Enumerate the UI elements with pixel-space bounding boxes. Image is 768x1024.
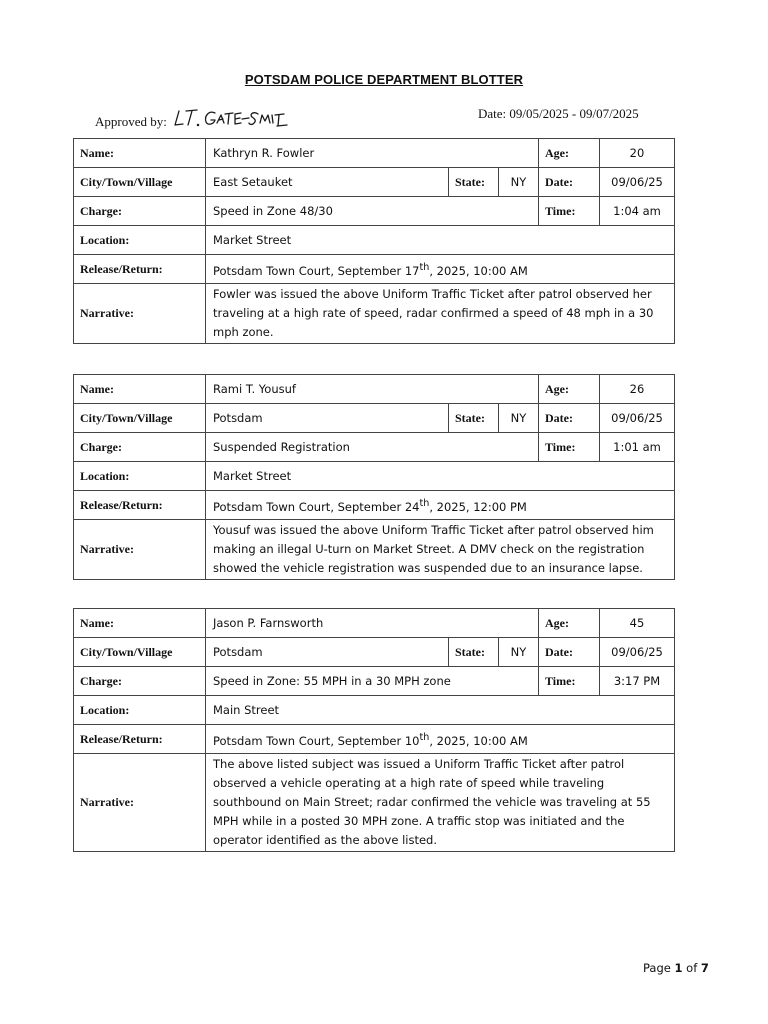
- narrative-label: Narrative:: [74, 520, 206, 580]
- page-of: of: [686, 961, 698, 975]
- release-label: Release/Return:: [74, 491, 206, 520]
- name-row: [74, 375, 675, 404]
- age-value: 20: [600, 139, 675, 168]
- blotter-record: [73, 374, 675, 580]
- date-value: 09/06/25: [600, 168, 675, 197]
- charge-label: Charge:: [74, 197, 206, 226]
- narrative-row: [74, 284, 675, 344]
- date-label: Date:: [539, 638, 600, 667]
- approved-by: [95, 104, 289, 130]
- city-value: East Setauket: [206, 168, 449, 197]
- date-label: Date:: [539, 404, 600, 433]
- name-row: [74, 609, 675, 638]
- date-value: 09/06/25: [600, 638, 675, 667]
- city-row: [74, 404, 675, 433]
- release-value: [206, 255, 675, 284]
- release-value-ordinal: th: [419, 261, 430, 273]
- release-row: [74, 255, 675, 284]
- location-row: [74, 462, 675, 491]
- release-value: [206, 725, 675, 754]
- time-label: Time:: [539, 667, 600, 696]
- approved-by-label: Approved by:: [95, 114, 167, 129]
- release-value-ordinal: th: [419, 497, 430, 509]
- city-value: Potsdam: [206, 638, 449, 667]
- narrative-row: [74, 520, 675, 580]
- state-label: State:: [449, 404, 499, 433]
- city-label: City/Town/Village: [74, 404, 206, 433]
- release-value: [206, 491, 675, 520]
- release-row: [74, 725, 675, 754]
- page-total: 7: [700, 961, 709, 975]
- page-number: [643, 961, 709, 975]
- age-value: 45: [600, 609, 675, 638]
- location-label: Location:: [74, 462, 206, 491]
- narrative-value: The above listed subject was issued a Uniform Traffic Ticket after patrol observed a vehicle operating at a high rate of speed while traveling southbound on Main Street; radar confirmed the vehicle was traveling at 55 MPH while in a posted 30 MPH zone. A traffic stop was initiated and the operator identified as the above listed.: [206, 754, 675, 852]
- location-row: [74, 696, 675, 725]
- release-row: [74, 491, 675, 520]
- charge-value: Speed in Zone 48/30: [206, 197, 539, 226]
- release-value-ordinal: th: [419, 731, 430, 743]
- name-value: Kathryn R. Fowler: [206, 139, 539, 168]
- date-label: Date:: [539, 168, 600, 197]
- blotter-record: [73, 608, 675, 852]
- location-value: Market Street: [206, 226, 675, 255]
- name-label: Name:: [74, 139, 206, 168]
- location-row: [74, 226, 675, 255]
- location-label: Location:: [74, 226, 206, 255]
- location-label: Location:: [74, 696, 206, 725]
- narrative-label: Narrative:: [74, 754, 206, 852]
- charge-row: [74, 197, 675, 226]
- state-label: State:: [449, 168, 499, 197]
- release-value-time: , 2025, 12:00 PM: [429, 499, 527, 514]
- release-label: Release/Return:: [74, 725, 206, 754]
- city-label: City/Town/Village: [74, 638, 206, 667]
- blotter-record: [73, 138, 675, 344]
- city-label: City/Town/Village: [74, 168, 206, 197]
- page-current: 1: [674, 961, 683, 975]
- date-range: Date: 09/05/2025 - 09/07/2025: [478, 106, 639, 121]
- document-title: POTSDAM POLICE DEPARTMENT BLOTTER: [244, 72, 524, 87]
- name-label: Name:: [74, 375, 206, 404]
- name-value: Rami T. Yousuf: [206, 375, 539, 404]
- release-value-time: , 2025, 10:00 AM: [429, 733, 528, 748]
- date-value: 09/06/25: [600, 404, 675, 433]
- release-value-time: , 2025, 10:00 AM: [429, 263, 528, 278]
- release-label: Release/Return:: [74, 255, 206, 284]
- state-value: NY: [499, 638, 539, 667]
- city-value: Potsdam: [206, 404, 449, 433]
- time-value: 1:01 am: [600, 433, 675, 462]
- age-value: 26: [600, 375, 675, 404]
- state-value: NY: [499, 404, 539, 433]
- charge-value: Suspended Registration: [206, 433, 539, 462]
- release-value-text: Potsdam Town Court, September 24: [213, 499, 420, 514]
- city-row: [74, 168, 675, 197]
- release-value-text: Potsdam Town Court, September 17: [213, 263, 420, 278]
- charge-row: [74, 433, 675, 462]
- narrative-value: Fowler was issued the above Uniform Traffic Ticket after patrol observed her traveling at a high rate of speed, radar confirmed a speed of 48 mph in a 30 mph zone.: [206, 284, 675, 344]
- location-value: Market Street: [206, 462, 675, 491]
- narrative-value: Yousuf was issued the above Uniform Traffic Ticket after patrol observed him making an illegal U-turn on Market Street. A DMV check on the registration showed the vehicle registration was suspended due to an insurance lapse.: [206, 520, 675, 580]
- location-value: Main Street: [206, 696, 675, 725]
- charge-label: Charge:: [74, 433, 206, 462]
- release-value-text: Potsdam Town Court, September 10: [213, 733, 420, 748]
- time-label: Time:: [539, 197, 600, 226]
- charge-label: Charge:: [74, 667, 206, 696]
- age-label: Age:: [539, 375, 600, 404]
- narrative-label: Narrative:: [74, 284, 206, 344]
- page-label: Page: [643, 961, 671, 975]
- name-row: [74, 139, 675, 168]
- charge-row: [74, 667, 675, 696]
- approver-signature: [171, 104, 289, 130]
- time-value: 3:17 PM: [600, 667, 675, 696]
- name-label: Name:: [74, 609, 206, 638]
- city-row: [74, 638, 675, 667]
- charge-value: Speed in Zone: 55 MPH in a 30 MPH zone: [206, 667, 539, 696]
- name-value: Jason P. Farnsworth: [206, 609, 539, 638]
- age-label: Age:: [539, 139, 600, 168]
- narrative-row: [74, 754, 675, 852]
- state-label: State:: [449, 638, 499, 667]
- age-label: Age:: [539, 609, 600, 638]
- time-value: 1:04 am: [600, 197, 675, 226]
- time-label: Time:: [539, 433, 600, 462]
- state-value: NY: [499, 168, 539, 197]
